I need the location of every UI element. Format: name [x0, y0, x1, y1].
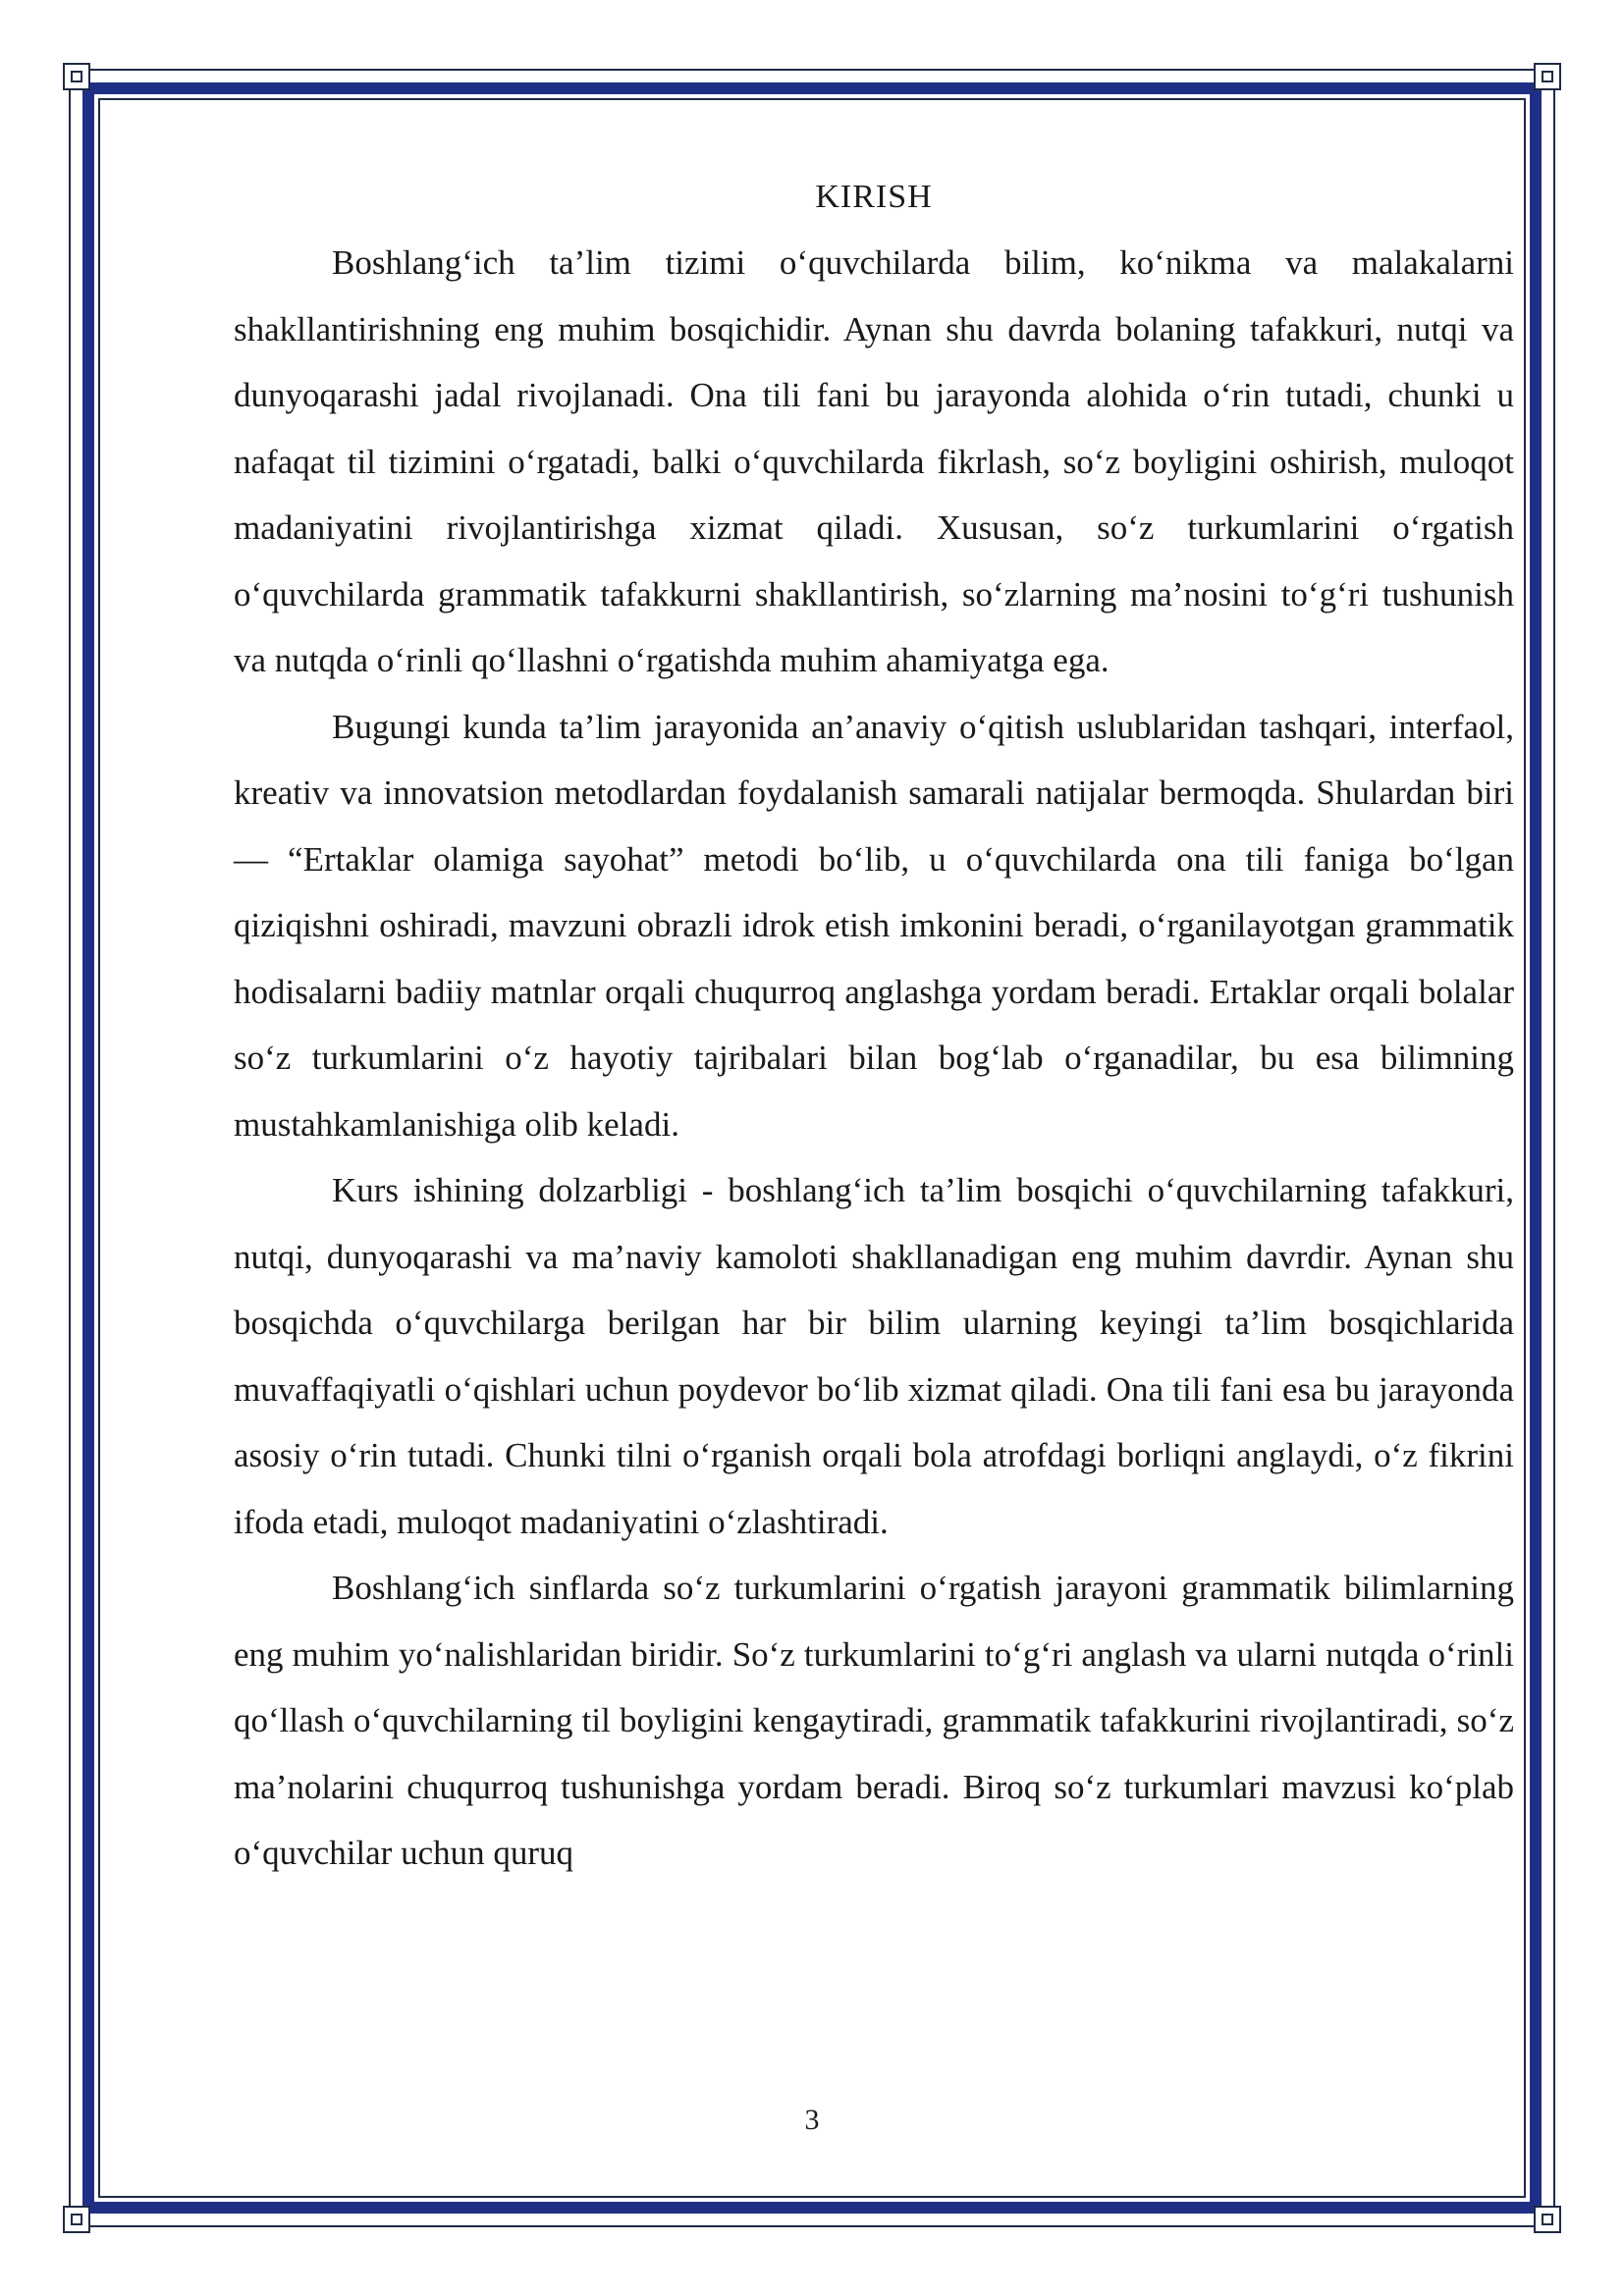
paragraph-1: Boshlang‘ich ta’lim tizimi o‘quvchilarda bilim, ko‘nikma va malakalarni shakllantirishning eng muhim bosqichidir. Aynan shu davrda bolaning tafakkuri, nutqi va dunyoqarashi jadal rivojlanadi. Ona tili fani bu jarayonda alohida o‘rin tutadi, chunki u nafaqat til tizimini o‘rgatadi, balki o‘quvchilarda fikrlash, so‘z boyligini oshirish, muloqot madaniyatini rivojlantirishga xizmat qiladi. Xususan, so‘z turkumlarini o‘rgatish o‘quvchilarda grammatik tafakkurni shakllantirish, so‘zlarning ma’nosini to‘g‘ri tushunish va nutqda o‘rinli qo‘llashni o‘rgatishda muhim ahamiyatga ega.: [234, 243, 1514, 679]
corner-ornament-top-right: [1534, 63, 1561, 90]
paragraph-2: Bugungi kunda ta’lim jarayonida an’anaviy o‘qitish uslublaridan tashqari, interfaol, kreativ va innovatsion metodlardan foydalanish samarali natijalar bermoqda. Shulardan biri — “Ertaklar olamiga sayohat” metodi bo‘lib, u o‘quvchilarda ona tili faniga bo‘lgan qiziqishni oshiradi, mavzuni obrazli idrok etish imkonini beradi, o‘rganilayotgan grammatik hodisalarni badiiy matnlar orqali chuqurroq anglashga yordam beradi. Ertaklar orqali bolalar so‘z turkumlarini o‘z hayotiy tajribalari bilan bog‘lab o‘rganadilar, bu esa bilimning mustahkamlanishiga olib keladi.: [234, 707, 1514, 1144]
page-number: 3: [804, 2104, 820, 2136]
corner-ornament-top-left: [63, 63, 90, 90]
page-title: KIRISH: [815, 179, 933, 215]
corner-ornament-bottom-left: [63, 2206, 90, 2233]
corner-ornament-bottom-right: [1534, 2206, 1561, 2233]
paragraph-4: Boshlang‘ich sinflarda so‘z turkumlarini o‘rgatish jarayoni grammatik bilimlarning eng muhim yo‘nalishlaridan biridir. So‘z turkumlarini to‘g‘ri anglash va ularni nutqda o‘rinli qo‘llash o‘quvchilarning til boyligini kengaytiradi, grammatik tafakkurini rivojlantiradi, so‘z ma’nolarini chuqurroq tushunishga yordam beradi. Biroq so‘z turkumlari mavzusi ko‘plab o‘quvchilar uchun quruq: [234, 1569, 1514, 1872]
paragraph-3: Kurs ishining dolzarbligi - boshlang‘ich ta’lim bosqichi o‘quvchilarning tafakkuri, nutqi, dunyoqarashi va ma’naviy kamoloti shakllanadigan eng muhim davrdir. Aynan shu bosqichda o‘quvchilarga berilgan har bir bilim ularning keyingi ta’lim bosqichlarida muvaffaqiyatli o‘qishlari uchun poydevor bo‘lib xizmat qiladi. Ona tili fani esa bu jarayonda asosiy o‘rin tutadi. Chunki tilni o‘rganish orqali bola atrofdagi borliqni anglaydi, o‘z fikrini ifoda etadi, muloqot madaniyatini o‘zlashtiradi.: [234, 1171, 1514, 1541]
document-body: [234, 169, 1514, 1887]
